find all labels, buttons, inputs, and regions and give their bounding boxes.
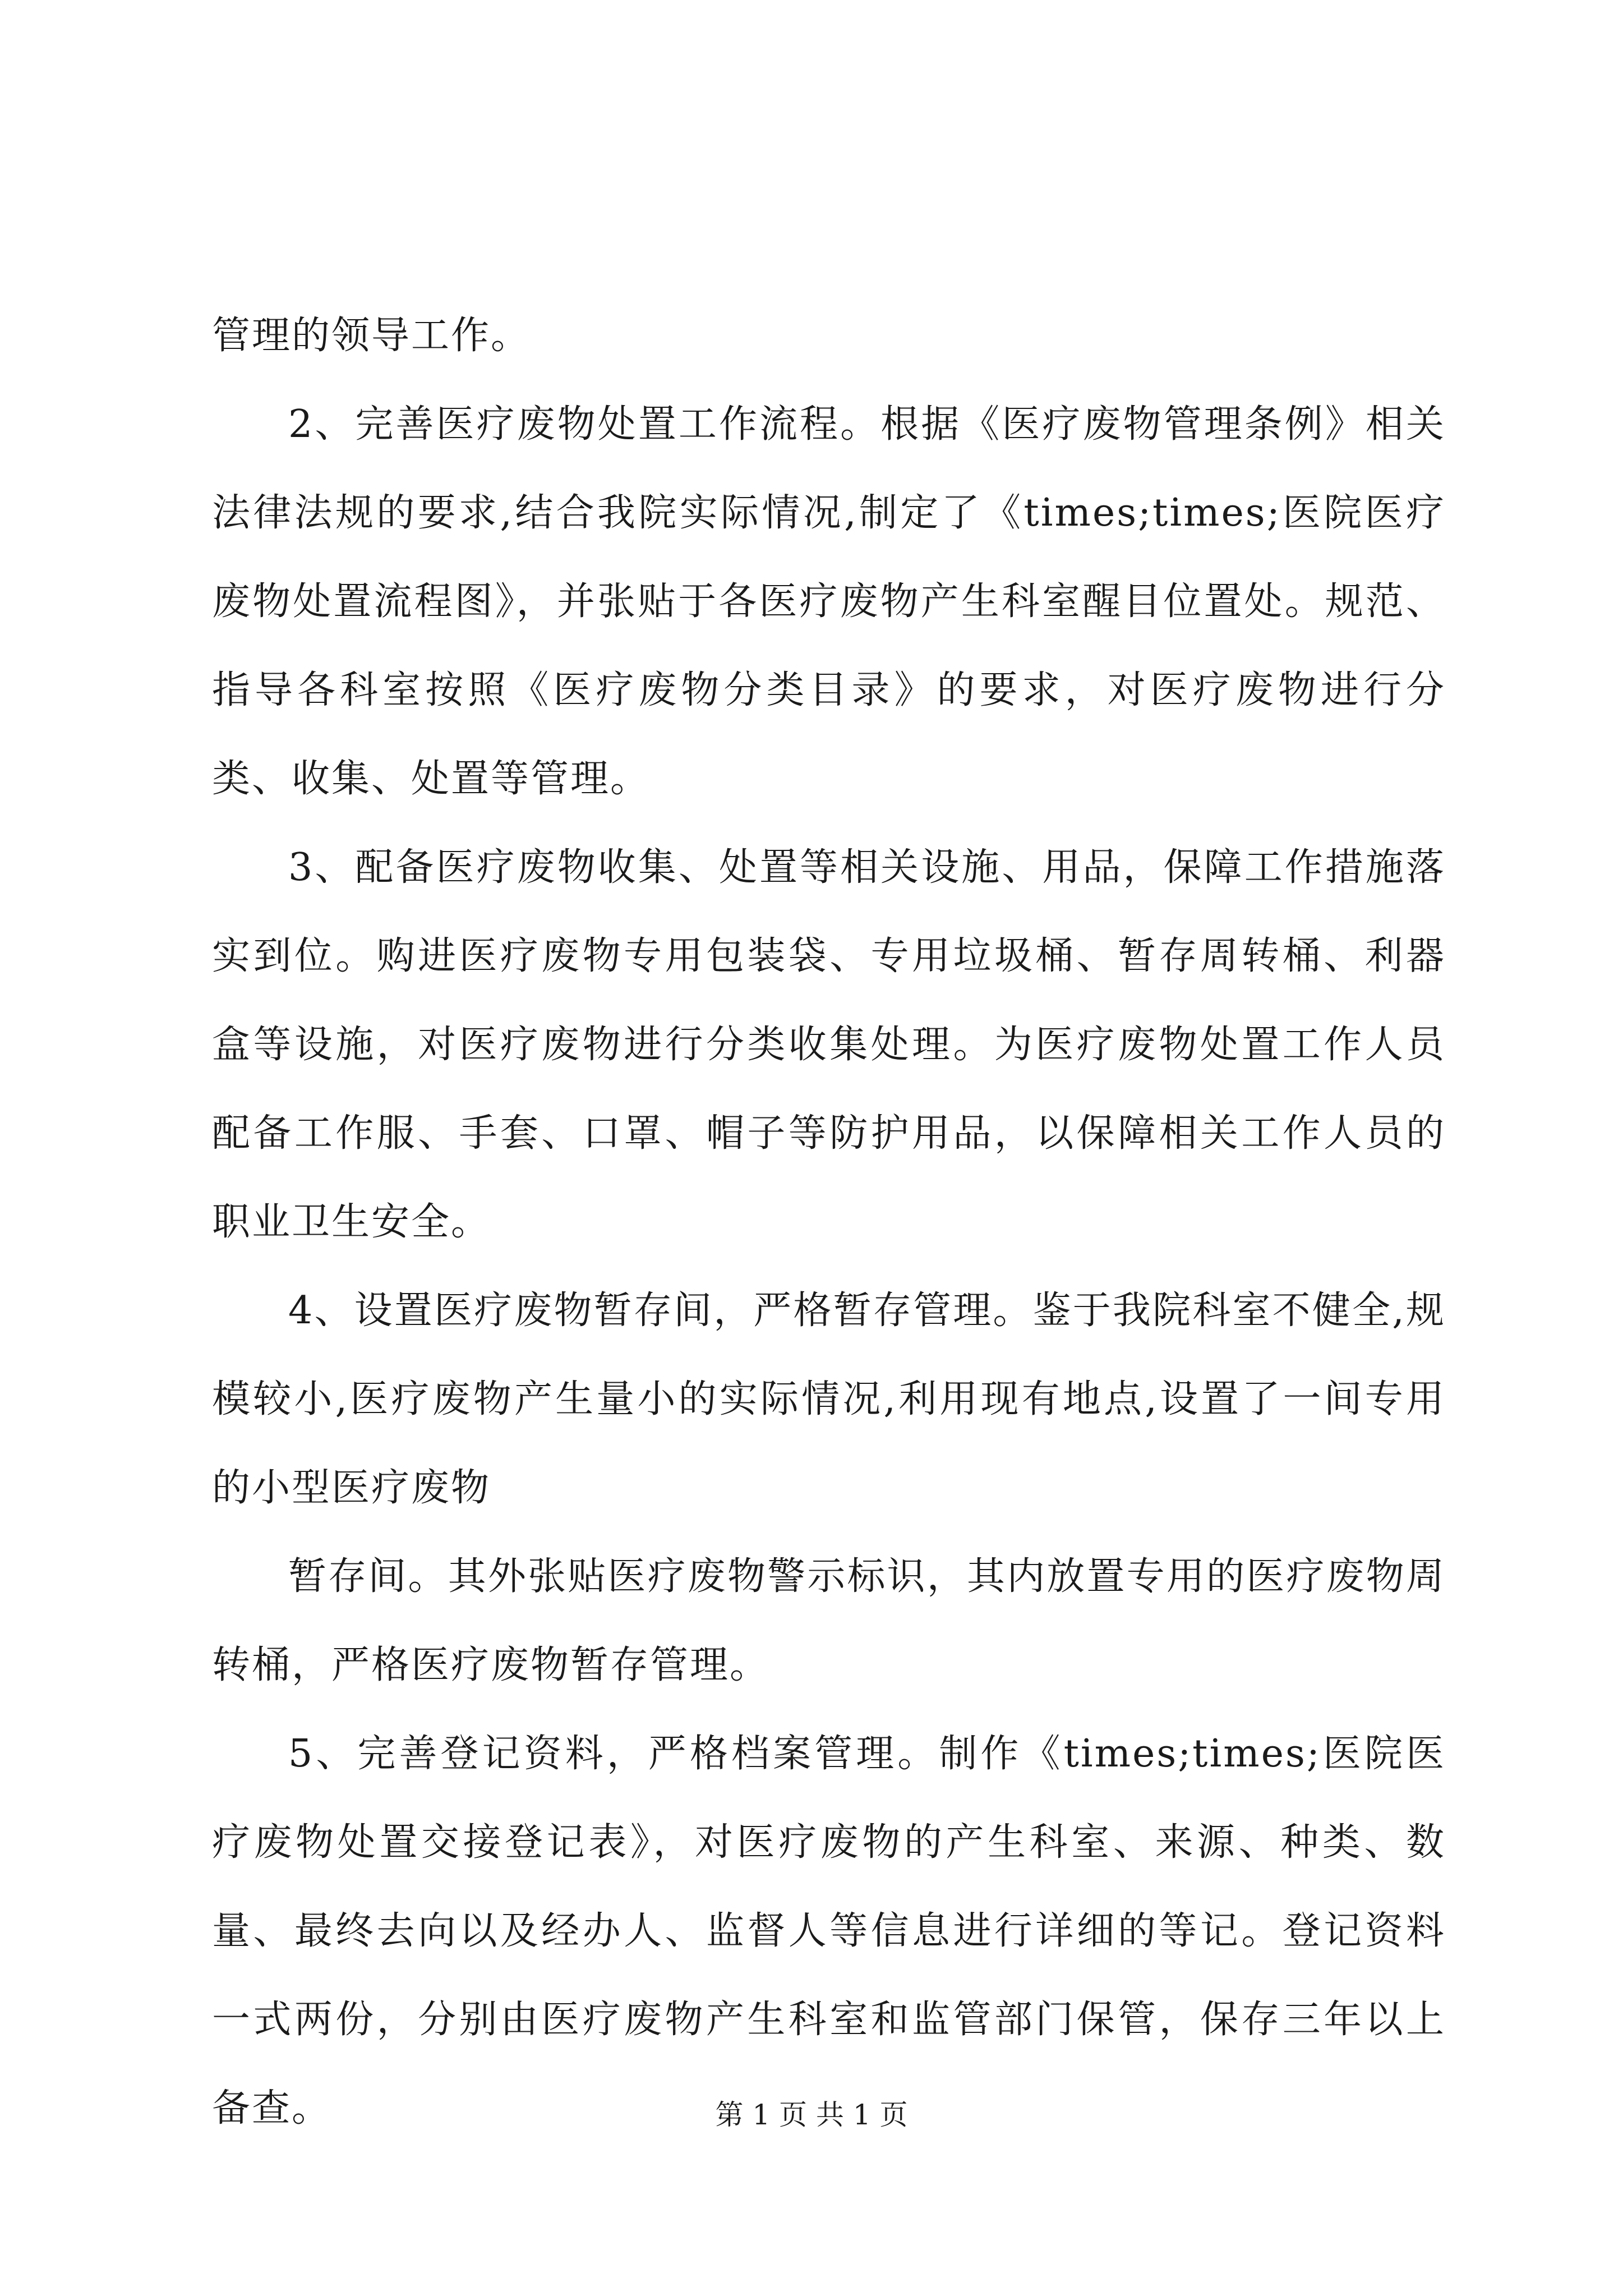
paragraph-item-5: 5、完善登记资料，严格档案管理。制作《times;times;医院医疗废物处置交接登记表》，对医疗废物的产生科室、来源、种类、数量、最终去向以及经办人、监督人等信息进行详细的等记。登记资料一式两份，分别由医疗废物产生科室和监管部门保管，保存三年以上备查。 <box>212 1732 1446 2131</box>
document-body <box>212 292 1446 2153</box>
paragraph-item-3: 3、配备医疗废物收集、处置等相关设施、用品，保障工作措施落实到位。购进医疗废物专用包装袋、专用垃圾桶、暂存周转桶、利器盒等设施，对医疗废物进行分类收集处理。为医疗废物处置工作人员配备工作服、手套、口罩、帽子等防护用品，以保障相关工作人员的职业卫生安全。 <box>212 845 1446 1244</box>
paragraph-item-4: 4、设置医疗废物暂存间，严格暂存管理。鉴于我院科室不健全,规模较小,医疗废物产生量小的实际情况,利用现有地点,设置了一间专用的小型医疗废物 <box>212 1289 1446 1510</box>
page-number-footer: 第 1 页 共 1 页 <box>715 2099 908 2131</box>
paragraph-continuation: 管理的领导工作。 <box>212 314 531 358</box>
paragraph-item-4-continued: 暂存间。其外张贴医疗废物警示标识，其内放置专用的医疗废物周转桶，严格医疗废物暂存管理。 <box>212 1554 1446 1687</box>
paragraph-item-2: 2、完善医疗废物处置工作流程。根据《医疗废物管理条例》相关法律法规的要求,结合我院实际情况,制定了《times;times;医院医疗废物处置流程图》，并张贴于各医疗废物产生科室醒目位置处。规范、指导各科室按照《医疗废物分类目录》的要求，对医疗废物进行分类、收集、处置等管理。 <box>212 402 1446 801</box>
